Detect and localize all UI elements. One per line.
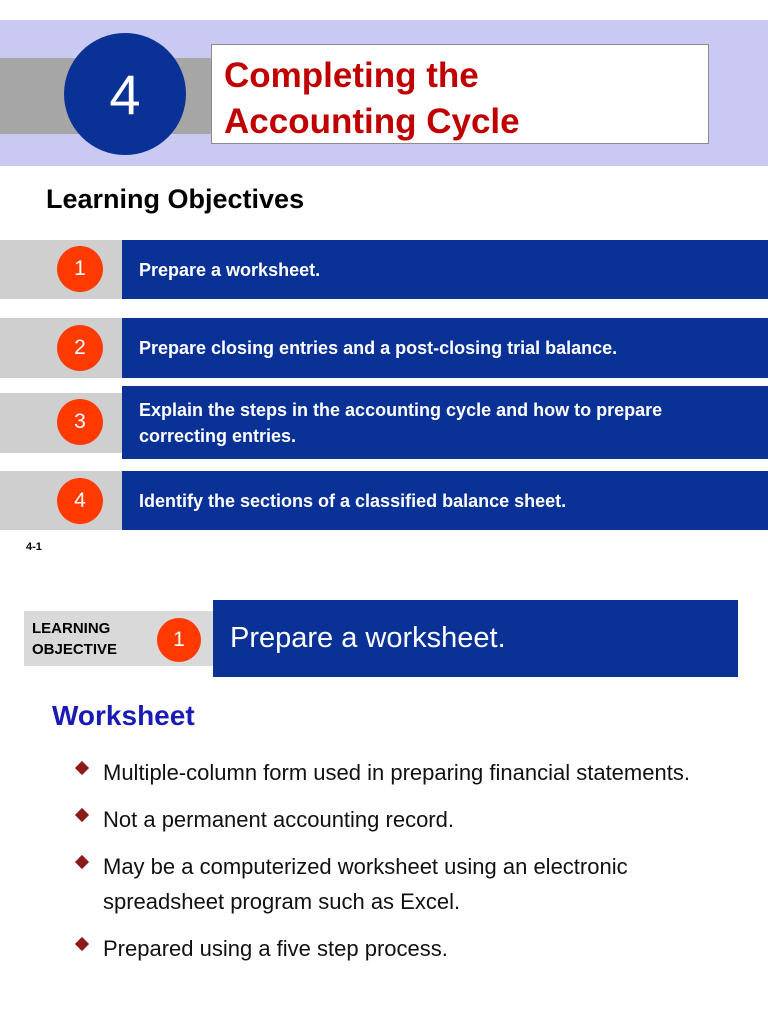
- chapter-title-line1: Completing the: [224, 56, 479, 95]
- objective-1-number: 1: [57, 246, 103, 292]
- objective-3-text: Explain the steps in the accounting cycle and how to prepare correcting entries.: [122, 386, 768, 459]
- objective-4-text: Identify the sections of a classified balance sheet.: [122, 471, 768, 530]
- chapter-number-badge: 4: [64, 33, 186, 155]
- worksheet-bullet-list: [74, 755, 714, 978]
- chapter-title-line2: Accounting Cycle: [224, 102, 520, 141]
- slide-number: 4-1: [26, 541, 42, 553]
- objective-1-text: Prepare a worksheet.: [122, 240, 768, 299]
- diamond-bullet-icon: [75, 761, 89, 775]
- objective-2-text: Prepare closing entries and a post-closing trial balance.: [122, 318, 768, 378]
- diamond-bullet-icon: [75, 855, 89, 869]
- diamond-bullet-icon: [75, 937, 89, 951]
- learning-objective-label-line1: LEARNING: [32, 620, 111, 637]
- diamond-bullet-icon: [75, 808, 89, 822]
- chapter-title: [211, 44, 709, 144]
- objective-2-number: 2: [57, 325, 103, 371]
- bullet-text: Prepared using a five step process.: [103, 936, 448, 961]
- learning-objective-label: [32, 618, 117, 660]
- learning-objectives-heading: Learning Objectives: [46, 184, 305, 214]
- objective-4-number: 4: [57, 478, 103, 524]
- bullet-text: Not a permanent accounting record.: [103, 807, 454, 832]
- list-item: [74, 931, 714, 966]
- bullet-text: May be a computerized worksheet using an electronic spreadsheet program such as Excel.: [103, 854, 628, 914]
- learning-objective-label-line2: OBJECTIVE: [32, 641, 118, 658]
- worksheet-heading: Worksheet: [52, 700, 195, 731]
- objective-3-number: 3: [57, 399, 103, 445]
- list-item: [74, 802, 714, 837]
- list-item: [74, 755, 714, 790]
- list-item: [74, 849, 714, 919]
- learning-objective-title: Prepare a worksheet.: [213, 600, 738, 677]
- learning-objective-number: 1: [157, 618, 201, 662]
- bullet-text: Multiple-column form used in preparing financial statements.: [103, 760, 690, 785]
